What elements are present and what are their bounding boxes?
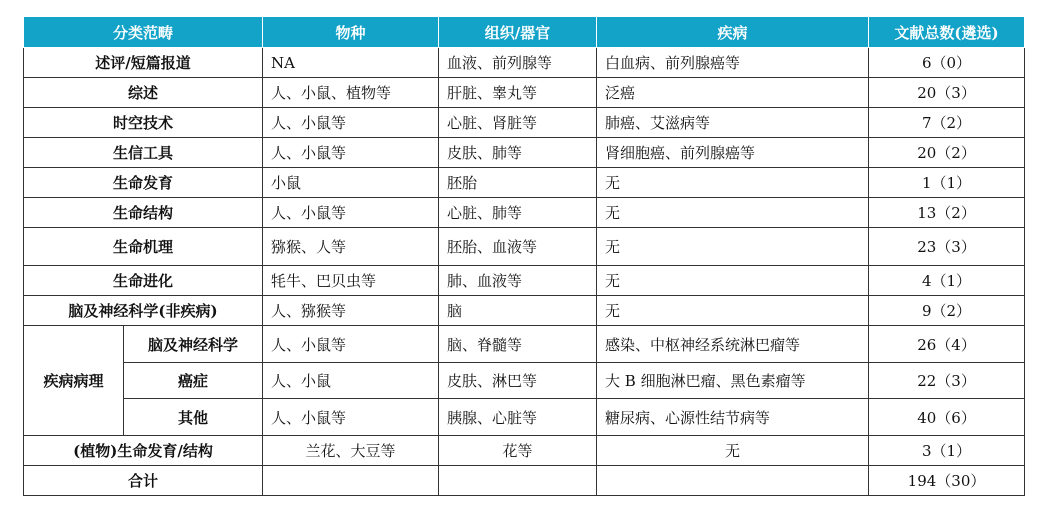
row-count: 40（6） bbox=[869, 399, 1025, 436]
table-row bbox=[24, 48, 1025, 78]
row-species: 人、小鼠等 bbox=[263, 108, 439, 138]
row-disease: 糖尿病、心源性结节病等 bbox=[597, 399, 869, 436]
row-tissue: 脑、脊髓等 bbox=[439, 326, 597, 363]
row-count: 3（1） bbox=[869, 436, 1025, 466]
row-tissue: 皮肤、淋巴等 bbox=[439, 363, 597, 399]
literature-table bbox=[23, 16, 1025, 496]
row-species: 兰花、大豆等 bbox=[263, 436, 439, 466]
row-tissue: 心脏、肾脏等 bbox=[439, 108, 597, 138]
row-disease: 大 B 细胞淋巴瘤、黑色素瘤等 bbox=[597, 363, 869, 399]
header-disease: 疾病 bbox=[597, 17, 869, 48]
row-disease: 无 bbox=[597, 266, 869, 296]
row-tissue: 肺、血液等 bbox=[439, 266, 597, 296]
header-row bbox=[24, 17, 1025, 48]
header-species: 物种 bbox=[263, 17, 439, 48]
row-count: 20（3） bbox=[869, 78, 1025, 108]
table-row bbox=[24, 228, 1025, 266]
row-count: 13（2） bbox=[869, 198, 1025, 228]
row-count: 23（3） bbox=[869, 228, 1025, 266]
table-row bbox=[24, 168, 1025, 198]
row-tissue: 肝脏、睾丸等 bbox=[439, 78, 597, 108]
row-disease: 无 bbox=[597, 296, 869, 326]
total-row bbox=[24, 466, 1025, 496]
row-species: 人、小鼠、植物等 bbox=[263, 78, 439, 108]
row-category: (植物)生命发育/结构 bbox=[24, 436, 263, 466]
row-tissue: 脑 bbox=[439, 296, 597, 326]
row-species: NA bbox=[263, 48, 439, 78]
table-row bbox=[24, 78, 1025, 108]
row-disease: 肺癌、艾滋病等 bbox=[597, 108, 869, 138]
total-count: 194（30） bbox=[869, 466, 1025, 496]
row-count: 4（1） bbox=[869, 266, 1025, 296]
table-row bbox=[24, 326, 1025, 363]
row-disease: 无 bbox=[597, 228, 869, 266]
row-disease: 白血病、前列腺癌等 bbox=[597, 48, 869, 78]
row-species: 猕猴、人等 bbox=[263, 228, 439, 266]
header-category: 分类范畴 bbox=[24, 17, 263, 48]
row-species: 牦牛、巴贝虫等 bbox=[263, 266, 439, 296]
row-tissue: 花等 bbox=[439, 436, 597, 466]
table-row bbox=[24, 266, 1025, 296]
row-subcategory: 其他 bbox=[124, 399, 263, 436]
row-category: 生命发育 bbox=[24, 168, 263, 198]
row-count: 1（1） bbox=[869, 168, 1025, 198]
row-species: 人、猕猴等 bbox=[263, 296, 439, 326]
row-category: 生信工具 bbox=[24, 138, 263, 168]
row-category: 述评/短篇报道 bbox=[24, 48, 263, 78]
row-tissue: 皮肤、肺等 bbox=[439, 138, 597, 168]
row-species: 人、小鼠等 bbox=[263, 198, 439, 228]
row-disease: 感染、中枢神经系统淋巴瘤等 bbox=[597, 326, 869, 363]
table-row bbox=[24, 436, 1025, 466]
table-row bbox=[24, 108, 1025, 138]
row-species: 人、小鼠等 bbox=[263, 326, 439, 363]
row-count: 7（2） bbox=[869, 108, 1025, 138]
row-count: 6（0） bbox=[869, 48, 1025, 78]
row-tissue: 胰腺、心脏等 bbox=[439, 399, 597, 436]
row-disease: 无 bbox=[597, 168, 869, 198]
row-disease: 无 bbox=[597, 436, 869, 466]
table-row bbox=[24, 138, 1025, 168]
row-count: 9（2） bbox=[869, 296, 1025, 326]
row-tissue: 胚胎 bbox=[439, 168, 597, 198]
row-disease: 无 bbox=[597, 198, 869, 228]
row-category: 生命结构 bbox=[24, 198, 263, 228]
table-row bbox=[24, 363, 1025, 399]
row-category: 生命进化 bbox=[24, 266, 263, 296]
row-disease: 肾细胞癌、前列腺癌等 bbox=[597, 138, 869, 168]
table-row bbox=[24, 399, 1025, 436]
row-species: 人、小鼠等 bbox=[263, 138, 439, 168]
row-tissue: 胚胎、血液等 bbox=[439, 228, 597, 266]
total-disease-empty bbox=[597, 466, 869, 496]
table-row bbox=[24, 198, 1025, 228]
total-species-empty bbox=[263, 466, 439, 496]
row-count: 22（3） bbox=[869, 363, 1025, 399]
group-category: 疾病病理 bbox=[24, 326, 124, 436]
row-count: 20（2） bbox=[869, 138, 1025, 168]
row-category: 脑及神经科学(非疾病) bbox=[24, 296, 263, 326]
row-count: 26（4） bbox=[869, 326, 1025, 363]
row-species: 人、小鼠等 bbox=[263, 399, 439, 436]
row-subcategory: 癌症 bbox=[124, 363, 263, 399]
row-category: 生命机理 bbox=[24, 228, 263, 266]
total-label: 合计 bbox=[24, 466, 263, 496]
row-disease: 泛癌 bbox=[597, 78, 869, 108]
row-category: 时空技术 bbox=[24, 108, 263, 138]
row-tissue: 心脏、肺等 bbox=[439, 198, 597, 228]
row-tissue: 血液、前列腺等 bbox=[439, 48, 597, 78]
total-tissue-empty bbox=[439, 466, 597, 496]
row-species: 小鼠 bbox=[263, 168, 439, 198]
table-row bbox=[24, 296, 1025, 326]
row-category: 综述 bbox=[24, 78, 263, 108]
header-tissue: 组织/器官 bbox=[439, 17, 597, 48]
row-subcategory: 脑及神经科学 bbox=[124, 326, 263, 363]
header-count: 文献总数(遴选) bbox=[869, 17, 1025, 48]
row-species: 人、小鼠 bbox=[263, 363, 439, 399]
